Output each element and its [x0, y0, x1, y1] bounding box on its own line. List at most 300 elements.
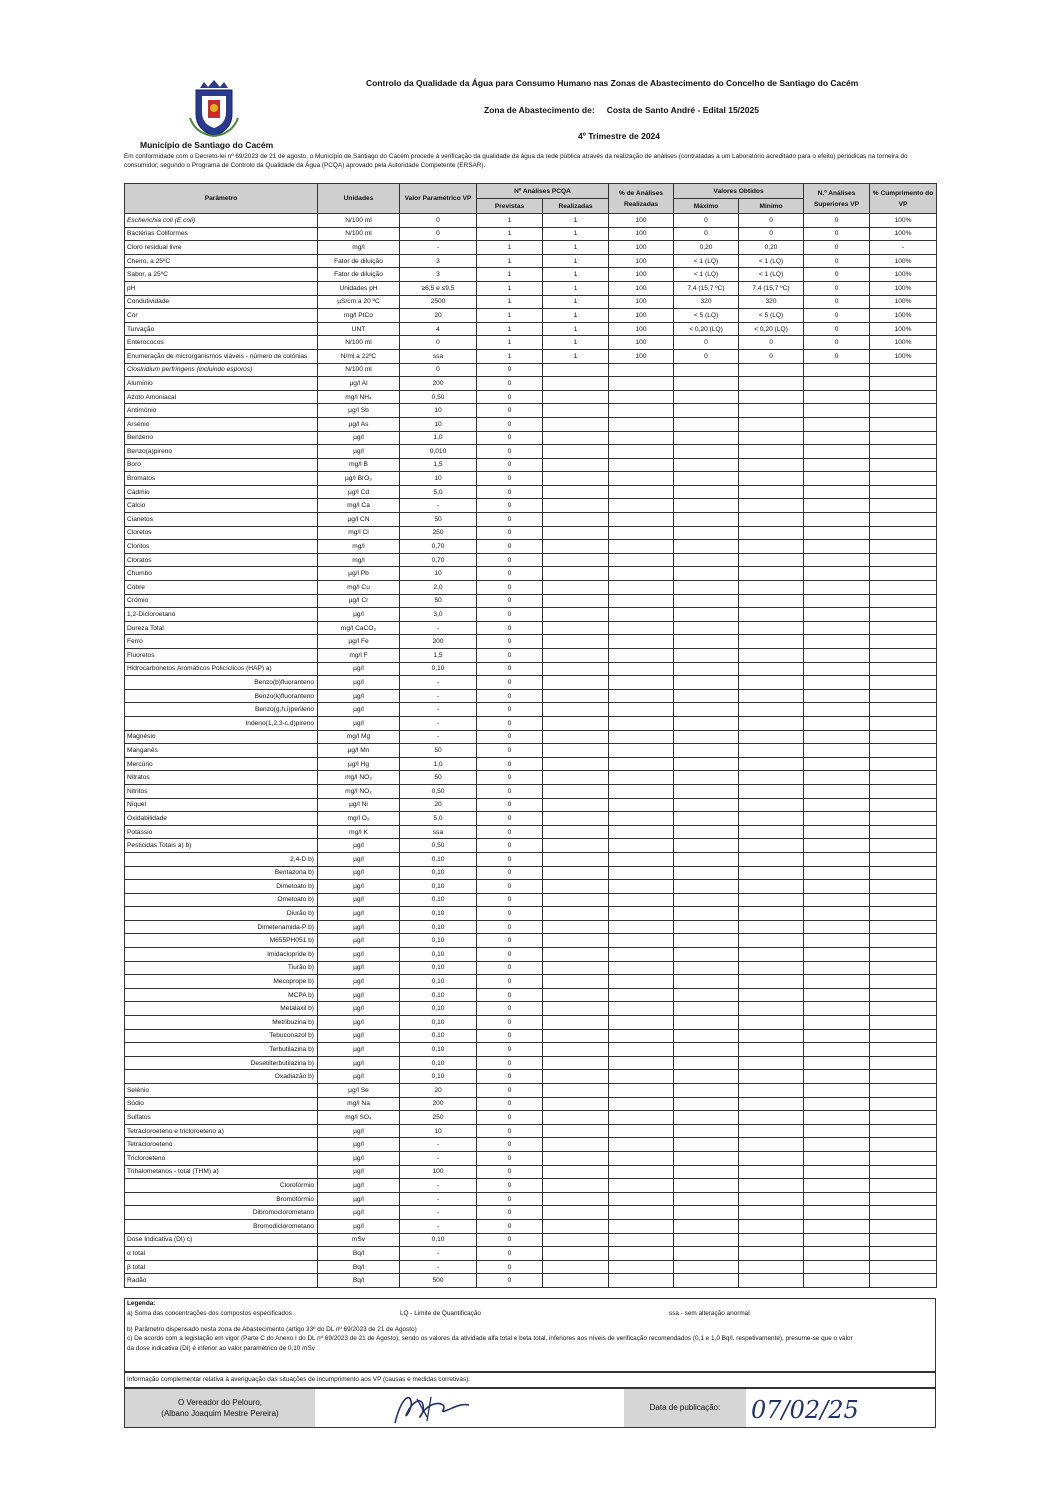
sup-cell — [804, 1084, 870, 1098]
min-cell — [739, 1043, 804, 1057]
min-cell — [739, 1247, 804, 1261]
table-row — [125, 1206, 937, 1220]
max-cell — [674, 404, 739, 418]
legend-b: b) Parâmetro dispensado nesta zona de Abastecimento (artigo 33º do DL nº 69/2023 de 21 de Agosto) — [127, 1325, 417, 1333]
planned-cell: 0 — [477, 866, 543, 880]
units-cell: µg/l — [318, 1206, 400, 1220]
pct-cell — [609, 581, 674, 595]
table-row — [125, 513, 937, 527]
max-cell — [674, 1192, 739, 1206]
planned-cell: 0 — [477, 1084, 543, 1098]
max-cell — [674, 635, 739, 649]
vp-cell: 1,0 — [400, 757, 477, 771]
compliance-cell — [870, 1056, 937, 1070]
compliance-cell — [870, 961, 937, 975]
sup-cell — [804, 839, 870, 853]
param-cell: Imidaclopride b) — [125, 948, 318, 962]
max-cell — [674, 567, 739, 581]
vp-cell: 0,10 — [400, 662, 477, 676]
units-cell: mg/l NO₃ — [318, 771, 400, 785]
pct-cell — [609, 417, 674, 431]
max-cell: < 1 (LQ) — [674, 254, 739, 268]
table-row — [125, 553, 937, 567]
done-cell — [543, 1247, 609, 1261]
sup-cell — [804, 445, 870, 459]
done-cell — [543, 1274, 609, 1288]
min-cell — [739, 553, 804, 567]
publication-date: 07/02/25 — [751, 1396, 859, 1424]
vp-cell: 1,5 — [400, 458, 477, 472]
max-cell — [674, 716, 739, 730]
pct-cell — [609, 377, 674, 391]
pct-cell — [609, 784, 674, 798]
planned-cell: 1 — [477, 281, 543, 295]
param-cell: α total — [125, 1247, 318, 1261]
sup-cell — [804, 852, 870, 866]
table-row — [125, 1043, 937, 1057]
units-cell: mg/l NO₂ — [318, 784, 400, 798]
vp-cell: 0,10 — [400, 961, 477, 975]
zone-label: Zona de Abastecimento de: — [484, 105, 595, 115]
param-cell: Condutividade — [125, 295, 318, 309]
max-cell — [674, 866, 739, 880]
done-cell — [543, 1151, 609, 1165]
max-cell — [674, 1124, 739, 1138]
max-cell — [674, 458, 739, 472]
units-cell: µg/l Fe — [318, 635, 400, 649]
done-cell — [543, 581, 609, 595]
vp-cell: - — [400, 1219, 477, 1233]
planned-cell: 1 — [477, 214, 543, 228]
sup-cell: 0 — [804, 254, 870, 268]
vp-cell: - — [400, 730, 477, 744]
done-cell — [543, 1084, 609, 1098]
units-cell: µg/l — [318, 961, 400, 975]
sup-cell — [804, 1056, 870, 1070]
min-cell — [739, 513, 804, 527]
units-cell: µg/l — [318, 866, 400, 880]
param-cell: Azoto Amoniacal — [125, 390, 318, 404]
units-cell: µg/l — [318, 934, 400, 948]
max-cell — [674, 920, 739, 934]
col-values: Valores Obtidos — [674, 184, 804, 199]
param-cell: Cianetos — [125, 513, 318, 527]
param-cell: Sódio — [125, 1097, 318, 1111]
done-cell — [543, 635, 609, 649]
compliance-cell — [870, 1124, 937, 1138]
min-cell: 0,20 — [739, 241, 804, 255]
max-cell: 7,4 (15,7 ºC) — [674, 281, 739, 295]
pct-cell — [609, 866, 674, 880]
table-row — [125, 567, 937, 581]
min-cell — [739, 581, 804, 595]
planned-cell: 0 — [477, 1124, 543, 1138]
sup-cell — [804, 907, 870, 921]
units-cell: mg/l Mg — [318, 730, 400, 744]
done-cell: 1 — [543, 254, 609, 268]
compliance-cell — [870, 703, 937, 717]
table-row — [125, 880, 937, 894]
units-cell: µg/l — [318, 1192, 400, 1206]
sup-cell: 0 — [804, 336, 870, 350]
min-cell — [739, 798, 804, 812]
vp-cell: - — [400, 1260, 477, 1274]
pct-cell — [609, 485, 674, 499]
units-cell: mg/l Cu — [318, 581, 400, 595]
table-row — [125, 431, 937, 445]
pct-cell — [609, 880, 674, 894]
max-cell — [674, 1151, 739, 1165]
min-cell — [739, 1002, 804, 1016]
pct-cell: 100 — [609, 281, 674, 295]
vp-cell: 250 — [400, 526, 477, 540]
planned-cell: 0 — [477, 417, 543, 431]
table-row — [125, 703, 937, 717]
planned-cell: 0 — [477, 581, 543, 595]
compliance-cell — [870, 581, 937, 595]
done-cell — [543, 649, 609, 663]
max-cell — [674, 1056, 739, 1070]
max-cell — [674, 1002, 739, 1016]
units-cell: µS/cm a 20 ºC — [318, 295, 400, 309]
param-cell: Boro — [125, 458, 318, 472]
table-row — [125, 1247, 937, 1261]
table-row — [125, 417, 937, 431]
pct-cell — [609, 1247, 674, 1261]
table-row — [125, 608, 937, 622]
sup-cell — [804, 825, 870, 839]
pct-cell — [609, 390, 674, 404]
vp-cell: - — [400, 689, 477, 703]
min-cell — [739, 1206, 804, 1220]
min-cell — [739, 1260, 804, 1274]
compliance-cell — [870, 716, 937, 730]
units-cell: mSv — [318, 1233, 400, 1247]
planned-cell: 0 — [477, 621, 543, 635]
sup-cell — [804, 771, 870, 785]
sup-cell — [804, 893, 870, 907]
compliance-cell — [870, 608, 937, 622]
min-cell: 0 — [739, 336, 804, 350]
param-cell: Crómio — [125, 594, 318, 608]
sup-cell — [804, 390, 870, 404]
vp-cell: 0,10 — [400, 934, 477, 948]
legend-c1: c) De acordo com a legislação em vigor (Parte C do Anexo I do DL nº 69/2023 de 21 de Agosto), sendo os valores da atividade alfa total e beta total, inferiores aos níveis de verificação recomendados (0,1 e 1,0 Bq/l, respetivamente), presume-se que o valor — [127, 1335, 853, 1343]
vp-cell: 200 — [400, 1097, 477, 1111]
planned-cell: 0 — [477, 1206, 543, 1220]
min-cell — [739, 757, 804, 771]
sup-cell — [804, 1206, 870, 1220]
min-cell — [739, 1029, 804, 1043]
done-cell — [543, 703, 609, 717]
param-cell: Indeno(1,2,3-c,d)pireno — [125, 716, 318, 730]
planned-cell: 0 — [477, 363, 543, 377]
done-cell — [543, 1002, 609, 1016]
vp-cell: 50 — [400, 744, 477, 758]
param-cell: Chumbo — [125, 567, 318, 581]
done-cell — [543, 880, 609, 894]
min-cell — [739, 1084, 804, 1098]
max-cell — [674, 662, 739, 676]
param-cell: Trihalometanos - total (THM) a) — [125, 1165, 318, 1179]
max-cell — [674, 961, 739, 975]
max-cell — [674, 689, 739, 703]
table-row — [125, 295, 937, 309]
planned-cell: 0 — [477, 961, 543, 975]
max-cell — [674, 798, 739, 812]
max-cell — [674, 1138, 739, 1152]
compliance-cell — [870, 390, 937, 404]
min-cell — [739, 621, 804, 635]
units-cell: µg/l — [318, 1002, 400, 1016]
planned-cell: 0 — [477, 975, 543, 989]
done-cell — [543, 458, 609, 472]
sup-cell: 0 — [804, 281, 870, 295]
param-cell: Bromatos — [125, 472, 318, 486]
pct-cell — [609, 621, 674, 635]
units-cell: µg/l Hg — [318, 757, 400, 771]
table-row — [125, 458, 937, 472]
units-cell: mg/l — [318, 540, 400, 554]
compliance-cell — [870, 1165, 937, 1179]
planned-cell: 0 — [477, 1165, 543, 1179]
sup-cell: 0 — [804, 309, 870, 323]
sup-cell — [804, 730, 870, 744]
param-cell: Clorofórmio — [125, 1179, 318, 1193]
sup-cell — [804, 567, 870, 581]
param-cell: Tricloroeteno — [125, 1151, 318, 1165]
max-cell: < 1 (LQ) — [674, 268, 739, 282]
table-row — [125, 1192, 937, 1206]
units-cell: µg/l Cr — [318, 594, 400, 608]
pct-cell: 100 — [609, 241, 674, 255]
vp-cell: 1,5 — [400, 649, 477, 663]
vp-cell: 2,0 — [400, 581, 477, 595]
done-cell — [543, 621, 609, 635]
planned-cell: 0 — [477, 988, 543, 1002]
param-cell: Metribuzina b) — [125, 1016, 318, 1030]
compliance-cell — [870, 404, 937, 418]
planned-cell: 0 — [477, 689, 543, 703]
table-row — [125, 1151, 937, 1165]
param-cell: Pesticidas Totais a) b) — [125, 839, 318, 853]
table-row — [125, 1165, 937, 1179]
max-cell — [674, 852, 739, 866]
compliance-cell: - — [870, 241, 937, 255]
done-cell — [543, 1016, 609, 1030]
done-cell — [543, 812, 609, 826]
done-cell — [543, 553, 609, 567]
units-cell: mg/l K — [318, 825, 400, 839]
done-cell — [543, 1097, 609, 1111]
sup-cell — [804, 1070, 870, 1084]
compliance-cell — [870, 635, 937, 649]
planned-cell: 0 — [477, 1260, 543, 1274]
param-cell: Cloratos — [125, 553, 318, 567]
vp-cell: 0 — [400, 363, 477, 377]
done-cell — [543, 1043, 609, 1057]
table-row — [125, 1138, 937, 1152]
param-cell: Cheiro, a 25ºC — [125, 254, 318, 268]
done-cell — [543, 730, 609, 744]
sup-cell — [804, 417, 870, 431]
sup-cell — [804, 988, 870, 1002]
vp-cell: 0,50 — [400, 784, 477, 798]
done-cell — [543, 961, 609, 975]
units-cell: N/ml a 22ºC — [318, 349, 400, 363]
sup-cell: 0 — [804, 295, 870, 309]
sup-cell — [804, 553, 870, 567]
done-cell: 1 — [543, 268, 609, 282]
done-cell: 1 — [543, 349, 609, 363]
sup-cell — [804, 1247, 870, 1261]
param-cell: Escherichia coli (E.coli) — [125, 214, 318, 228]
compliance-cell — [870, 893, 937, 907]
pct-cell — [609, 445, 674, 459]
vp-cell: 0,10 — [400, 907, 477, 921]
param-cell: Alumínio — [125, 377, 318, 391]
table-row — [125, 214, 937, 228]
units-cell: µg/l — [318, 1056, 400, 1070]
planned-cell: 0 — [477, 1138, 543, 1152]
done-cell: 1 — [543, 281, 609, 295]
compliance-cell — [870, 730, 937, 744]
col-max: Máximo — [674, 199, 739, 214]
vp-cell: 0,10 — [400, 1233, 477, 1247]
pct-cell — [609, 703, 674, 717]
max-cell — [674, 825, 739, 839]
pct-cell — [609, 594, 674, 608]
done-cell — [543, 975, 609, 989]
units-cell: µg/l — [318, 920, 400, 934]
table-row — [125, 1016, 937, 1030]
vp-cell: - — [400, 1179, 477, 1193]
planned-cell: 0 — [477, 1097, 543, 1111]
table-row — [125, 825, 937, 839]
planned-cell: 0 — [477, 1151, 543, 1165]
pct-cell — [609, 1056, 674, 1070]
sup-cell — [804, 961, 870, 975]
pct-cell — [609, 1151, 674, 1165]
vp-cell: 50 — [400, 594, 477, 608]
max-cell — [674, 431, 739, 445]
compliance-cell: 100% — [870, 254, 937, 268]
pct-cell — [609, 1084, 674, 1098]
col-comp: % Cumprimento do VP — [870, 184, 937, 214]
param-cell: Tetracloroeteno e tricloroeteno a) — [125, 1124, 318, 1138]
compliance-cell: 100% — [870, 336, 937, 350]
sup-cell — [804, 975, 870, 989]
max-cell — [674, 1219, 739, 1233]
units-cell: mg/l NH₄ — [318, 390, 400, 404]
units-cell: µg/l — [318, 716, 400, 730]
vp-cell: 250 — [400, 1111, 477, 1125]
min-cell — [739, 377, 804, 391]
planned-cell: 1 — [477, 227, 543, 241]
param-cell: Nitritos — [125, 784, 318, 798]
sup-cell — [804, 1274, 870, 1288]
max-cell — [674, 472, 739, 486]
table-row — [125, 377, 937, 391]
units-cell: UNT — [318, 322, 400, 336]
vp-cell: - — [400, 1206, 477, 1220]
done-cell: 1 — [543, 336, 609, 350]
units-cell: µg/l Sb — [318, 404, 400, 418]
max-cell — [674, 363, 739, 377]
units-cell: µg/l — [318, 839, 400, 853]
sup-cell — [804, 499, 870, 513]
sup-cell — [804, 431, 870, 445]
units-cell: µg/l — [318, 880, 400, 894]
max-cell — [674, 581, 739, 595]
compliance-cell — [870, 812, 937, 826]
vp-cell: 0 — [400, 227, 477, 241]
vp-cell: 0,10 — [400, 1056, 477, 1070]
pct-cell — [609, 1179, 674, 1193]
param-cell: Bentazona b) — [125, 866, 318, 880]
param-cell: Benzo(g,h,i)perileno — [125, 703, 318, 717]
min-cell — [739, 825, 804, 839]
vp-cell: - — [400, 621, 477, 635]
param-cell: Tiurão b) — [125, 961, 318, 975]
pct-cell — [609, 1260, 674, 1274]
units-cell: µg/l Cd — [318, 485, 400, 499]
max-cell — [674, 703, 739, 717]
compliance-cell: 100% — [870, 214, 937, 228]
min-cell — [739, 676, 804, 690]
min-cell — [739, 1016, 804, 1030]
table-row — [125, 540, 937, 554]
units-cell: µg/l — [318, 1165, 400, 1179]
done-cell — [543, 852, 609, 866]
sup-cell — [804, 1192, 870, 1206]
document-title: Controlo da Qualidade da Água para Consumo Humano nas Zonas de Abastecimento do Concelho de Santiago do Cacém — [366, 78, 859, 88]
sup-cell — [804, 472, 870, 486]
done-cell — [543, 1056, 609, 1070]
table-row — [125, 485, 937, 499]
max-cell — [674, 1179, 739, 1193]
handwritten-signature — [387, 1391, 483, 1427]
planned-cell: 0 — [477, 499, 543, 513]
units-cell: µg/l — [318, 608, 400, 622]
planned-cell: 0 — [477, 649, 543, 663]
units-cell: µg/l — [318, 689, 400, 703]
sup-cell — [804, 934, 870, 948]
compliance-cell: 100% — [870, 349, 937, 363]
units-cell: µg/l — [318, 948, 400, 962]
units-cell: N/100 ml — [318, 214, 400, 228]
table-row — [125, 961, 937, 975]
param-cell: Desetilterbutilazina b) — [125, 1056, 318, 1070]
planned-cell: 0 — [477, 526, 543, 540]
vp-cell: - — [400, 241, 477, 255]
compliance-cell — [870, 540, 937, 554]
table-row — [125, 1111, 937, 1125]
done-cell — [543, 907, 609, 921]
max-cell — [674, 621, 739, 635]
sup-cell — [804, 1151, 870, 1165]
param-cell: Ferro — [125, 635, 318, 649]
min-cell — [739, 404, 804, 418]
pct-cell: 100 — [609, 254, 674, 268]
min-cell — [739, 608, 804, 622]
compliance-cell — [870, 1179, 937, 1193]
min-cell — [739, 1124, 804, 1138]
units-cell: N/100 ml — [318, 336, 400, 350]
done-cell — [543, 1070, 609, 1084]
vp-cell: ≥6,5 e ≤9,5 — [400, 281, 477, 295]
units-cell: µg/l Ni — [318, 798, 400, 812]
